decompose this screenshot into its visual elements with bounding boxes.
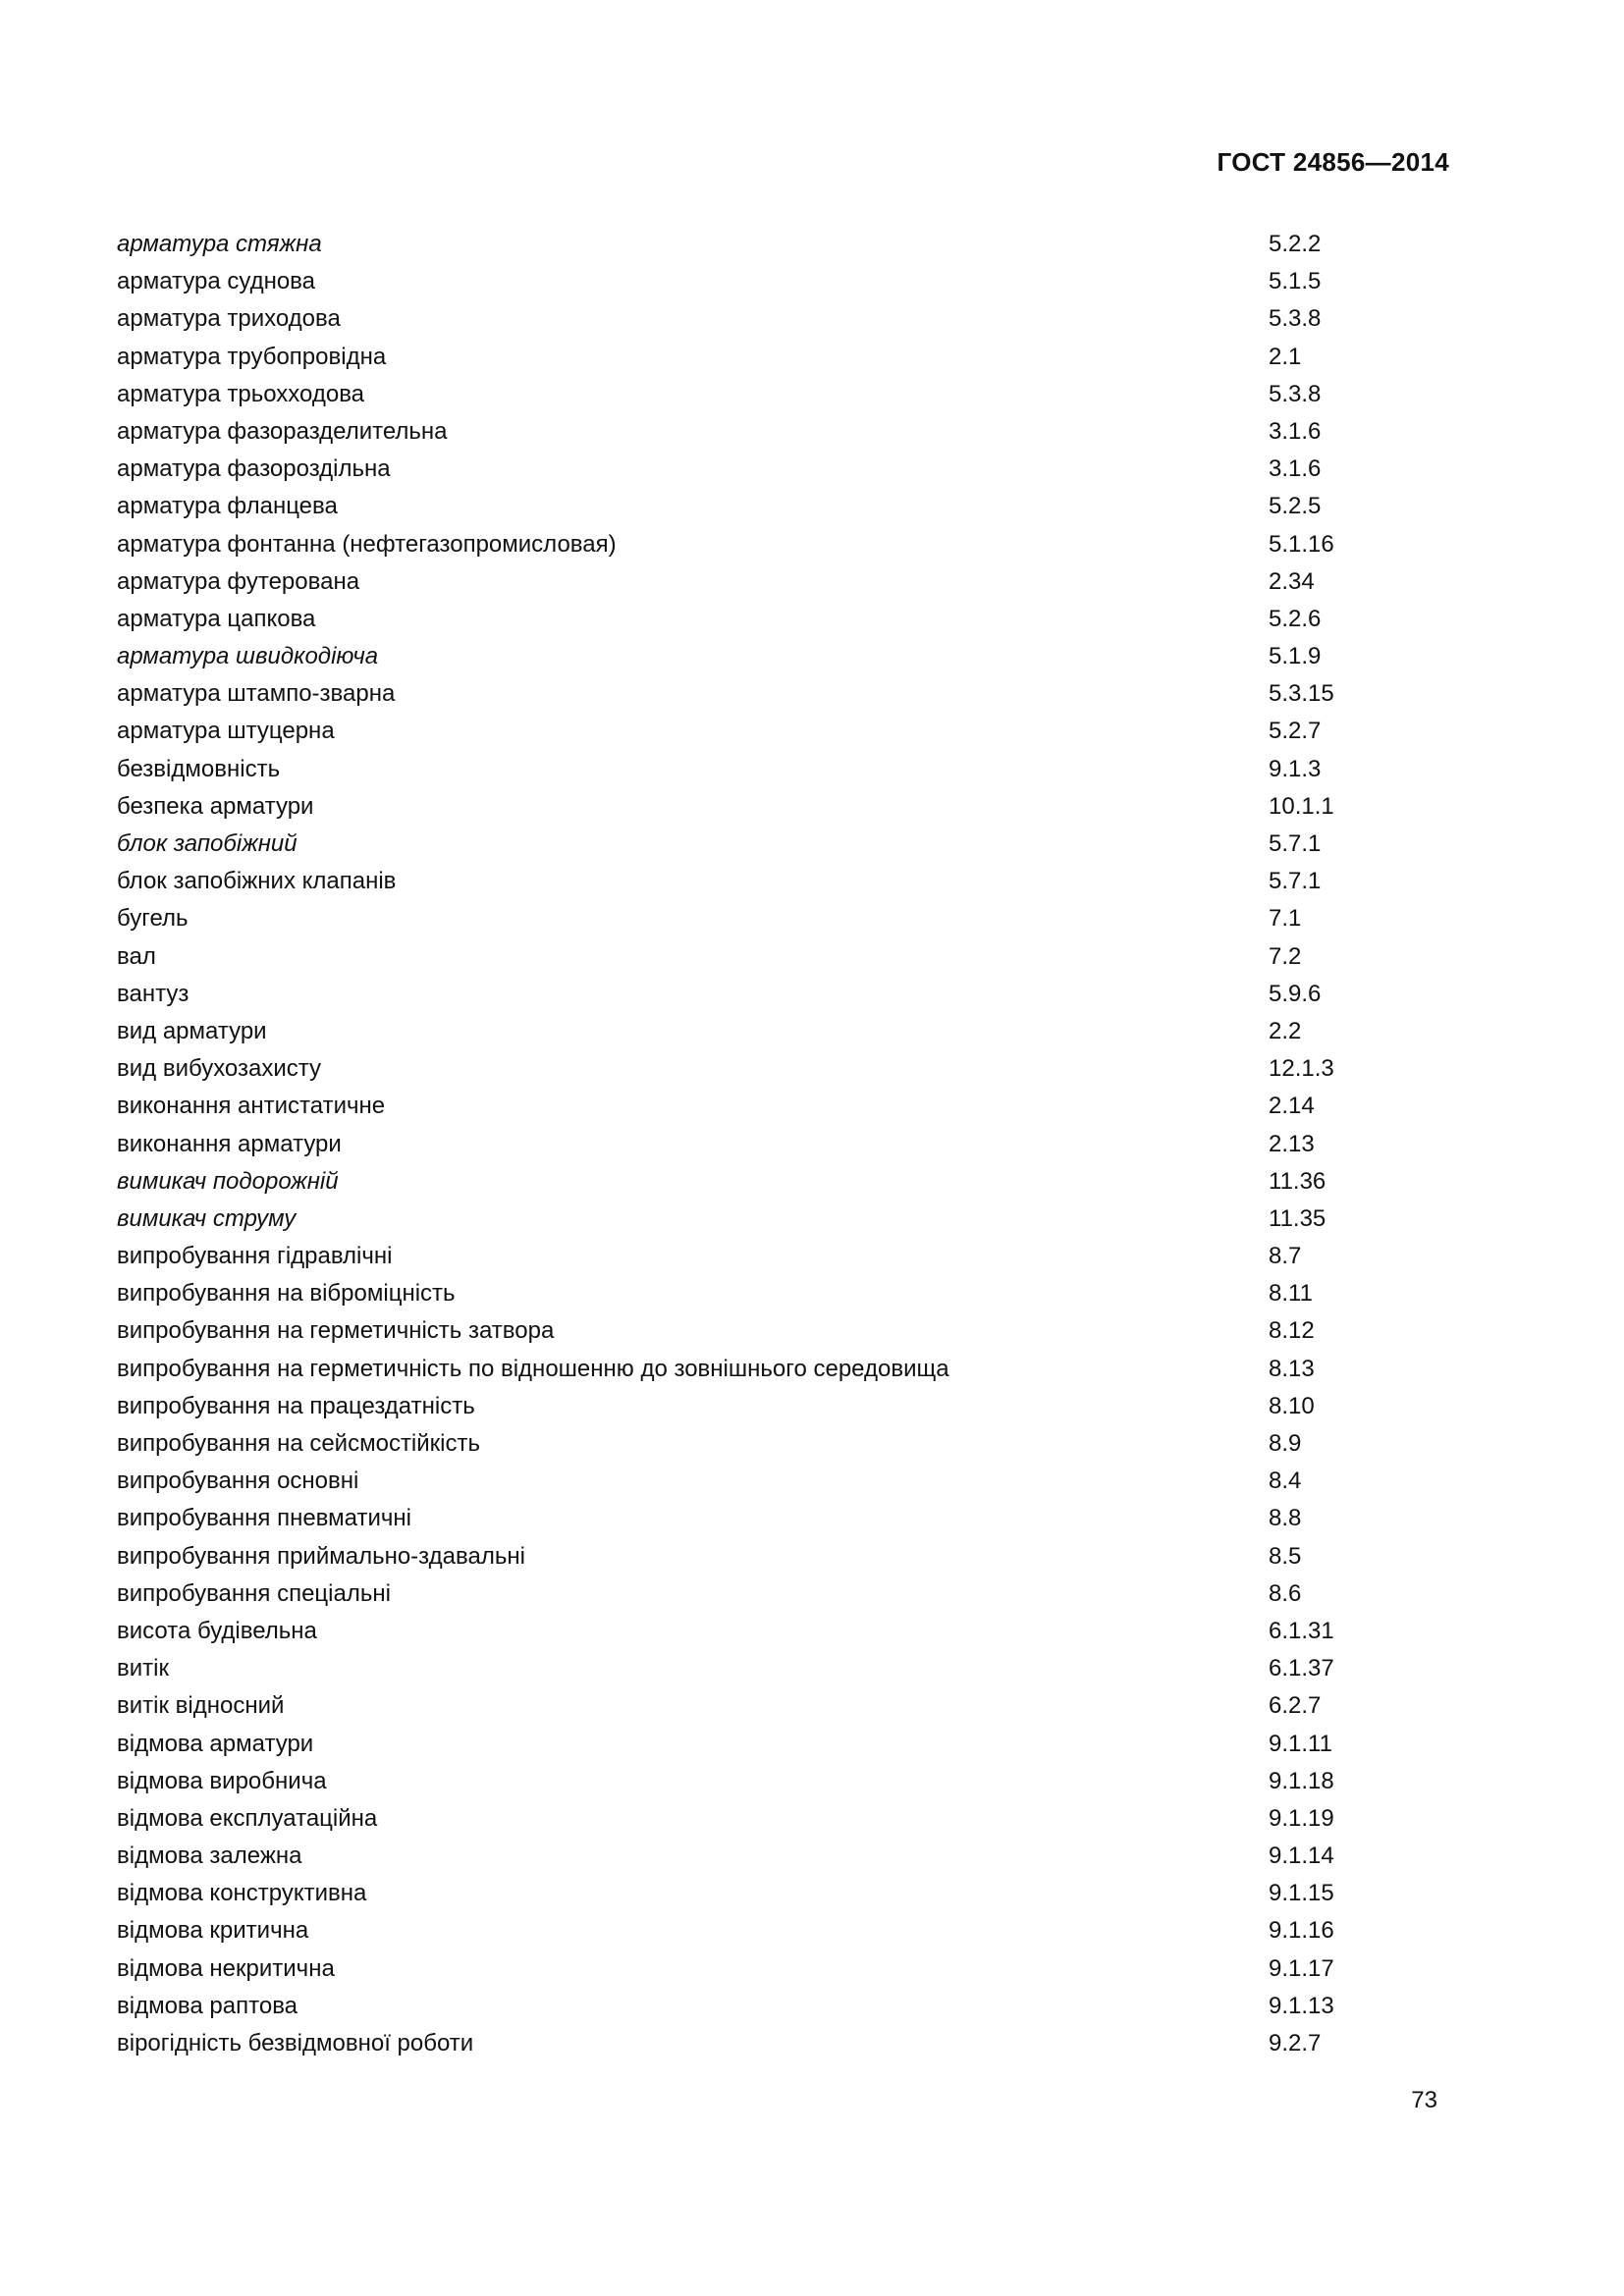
- index-entry: [117, 488, 1393, 525]
- index-entry: [117, 601, 1393, 638]
- index-entry: [117, 1763, 1393, 1800]
- index-entry: [117, 713, 1393, 750]
- index-term: випробування на працездатність: [117, 1392, 475, 1419]
- index-term: випробування на віброміцність: [117, 1280, 456, 1308]
- index-entry: [117, 1500, 1393, 1537]
- index-term: вимикач подорожній: [117, 1167, 339, 1195]
- index-entry: [117, 1912, 1393, 1949]
- index-entry: [117, 1050, 1393, 1088]
- index-entry: [117, 1875, 1393, 1912]
- index-entry: [117, 788, 1393, 826]
- index-term: вал: [117, 942, 156, 970]
- index-term: випробування спеціальні: [117, 1579, 391, 1607]
- index-term: відмова критична: [117, 1917, 309, 1945]
- index-reference: 8.13: [1269, 1355, 1315, 1382]
- index-term: арматура цапкова: [117, 605, 316, 632]
- standard-code: ГОСТ 24856—2014: [1217, 147, 1449, 177]
- index-term: відмова експлуатаційна: [117, 1804, 378, 1832]
- index-entry: [117, 1800, 1393, 1838]
- index-term: арматура фазороздільна: [117, 455, 391, 483]
- index-reference: 8.12: [1269, 1317, 1315, 1345]
- index-term: арматура штампо-зварна: [117, 680, 396, 708]
- index-entry: [117, 1613, 1393, 1650]
- index-term: висота будівельна: [117, 1617, 317, 1644]
- index-reference: 8.11: [1269, 1280, 1313, 1308]
- index-entry: [117, 1726, 1393, 1763]
- page-number: 73: [1411, 2087, 1437, 2113]
- index-entry: [117, 1351, 1393, 1388]
- index-term: блок запобіжних клапанів: [117, 868, 397, 895]
- index-reference: 9.1.15: [1269, 1880, 1334, 1907]
- index-reference: 5.1.16: [1269, 530, 1334, 558]
- index-reference: 2.2: [1269, 1017, 1302, 1044]
- index-reference: 3.1.6: [1269, 417, 1322, 445]
- index-entry: [117, 1312, 1393, 1350]
- index-term: арматура швидкодіюча: [117, 643, 379, 670]
- index-reference: 5.1.9: [1269, 643, 1322, 670]
- index-term: відмова арматури: [117, 1730, 314, 1757]
- index-term: витік: [117, 1655, 169, 1682]
- index-reference: 8.4: [1269, 1468, 1302, 1495]
- index-reference: 12.1.3: [1269, 1055, 1334, 1083]
- index-reference: 8.5: [1269, 1542, 1302, 1570]
- index-term: випробування на герметичність по відношенню до зовнішнього середовища: [117, 1355, 949, 1382]
- index-entry: [117, 938, 1393, 976]
- index-entry: [117, 1687, 1393, 1725]
- index-term: відмова залежна: [117, 1842, 302, 1870]
- index-reference: 5.7.1: [1269, 868, 1322, 895]
- index-reference: 5.3.15: [1269, 680, 1334, 708]
- index-reference: 8.10: [1269, 1392, 1315, 1419]
- index-term: арматура штуцерна: [117, 718, 335, 745]
- index-reference: 5.2.2: [1269, 231, 1322, 257]
- index-reference: 8.6: [1269, 1579, 1302, 1607]
- index-term: відмова виробнича: [117, 1767, 327, 1794]
- index-term: блок запобіжний: [117, 830, 298, 857]
- index-term: арматура фланцева: [117, 493, 338, 520]
- index-term: випробування основні: [117, 1468, 359, 1495]
- index-entry: [117, 826, 1393, 863]
- index-term: вид арматури: [117, 1017, 267, 1044]
- index-term: виконання антистатичне: [117, 1093, 386, 1120]
- index-entry: [117, 376, 1393, 413]
- index-entry: [117, 226, 1393, 263]
- index-entry: [117, 1650, 1393, 1687]
- index-reference: 7.1: [1269, 905, 1302, 933]
- index-reference: 9.1.14: [1269, 1842, 1334, 1870]
- index-term: арматура фазоразделительна: [117, 417, 448, 445]
- index-reference: 11.36: [1269, 1167, 1326, 1195]
- index-reference: 8.7: [1269, 1243, 1302, 1270]
- index-term: безпека арматури: [117, 792, 314, 820]
- index-term: арматура триходова: [117, 305, 341, 333]
- index-entry: [117, 900, 1393, 937]
- index-entry: [117, 1088, 1393, 1125]
- index-entry: [117, 1838, 1393, 1875]
- index-term: вантуз: [117, 980, 189, 1007]
- index-entry: [117, 1425, 1393, 1463]
- index-entry: [117, 263, 1393, 300]
- index-term: арматура трубопровідна: [117, 343, 387, 370]
- index-entry: [117, 751, 1393, 788]
- index-entry: [117, 1950, 1393, 1988]
- index-term: відмова раптова: [117, 1992, 298, 2019]
- index-reference: 5.3.8: [1269, 305, 1322, 333]
- index-term: арматура суднова: [117, 268, 316, 295]
- index-entry: [117, 563, 1393, 601]
- index-entry: [117, 863, 1393, 900]
- index-term: вимикач струму: [117, 1204, 297, 1232]
- index-entry: [117, 1988, 1393, 2025]
- index-list: [117, 226, 1393, 2062]
- index-reference: 9.1.3: [1269, 755, 1322, 782]
- index-term: безвідмовність: [117, 755, 281, 782]
- index-entry: [117, 675, 1393, 713]
- index-reference: 9.1.19: [1269, 1804, 1334, 1832]
- index-term: арматура футерована: [117, 567, 360, 595]
- index-term: бугель: [117, 905, 189, 933]
- index-term: арматура стяжна: [117, 231, 322, 257]
- index-entry: [117, 1538, 1393, 1575]
- index-reference: 9.1.16: [1269, 1917, 1334, 1945]
- index-reference: 9.1.11: [1269, 1730, 1332, 1757]
- index-entry: [117, 2025, 1393, 2062]
- index-entry: [117, 1388, 1393, 1425]
- index-reference: 2.13: [1269, 1130, 1315, 1157]
- index-term: випробування приймально-здавальні: [117, 1542, 525, 1570]
- index-term: вірогідність безвідмовної роботи: [117, 2030, 474, 2056]
- index-reference: 5.9.6: [1269, 980, 1322, 1007]
- index-entry: [117, 1013, 1393, 1050]
- index-term: арматура трьохходова: [117, 380, 365, 407]
- index-entry: [117, 413, 1393, 451]
- index-entry: [117, 526, 1393, 563]
- index-reference: 2.34: [1269, 567, 1315, 595]
- index-term: відмова некритична: [117, 1954, 335, 1982]
- index-reference: 6.1.37: [1269, 1655, 1334, 1682]
- index-entry: [117, 1238, 1393, 1275]
- index-reference: 2.14: [1269, 1093, 1315, 1120]
- index-entry: [117, 451, 1393, 488]
- index-reference: 8.9: [1269, 1430, 1302, 1457]
- index-entry: [117, 1275, 1393, 1312]
- index-term: випробування на сейсмостійкість: [117, 1430, 480, 1457]
- index-reference: 3.1.6: [1269, 455, 1322, 483]
- index-reference: 9.1.17: [1269, 1954, 1334, 1982]
- index-reference: 5.2.6: [1269, 605, 1322, 632]
- index-reference: 7.2: [1269, 942, 1302, 970]
- index-entry: [117, 1201, 1393, 1238]
- index-reference: 11.35: [1269, 1204, 1326, 1232]
- index-reference: 5.2.5: [1269, 493, 1322, 520]
- index-term: витік відносний: [117, 1692, 285, 1720]
- index-reference: 5.7.1: [1269, 830, 1322, 857]
- index-reference: 6.2.7: [1269, 1692, 1322, 1720]
- index-entry: [117, 300, 1393, 338]
- index-entry: [117, 1126, 1393, 1163]
- index-reference: 9.2.7: [1269, 2030, 1322, 2056]
- index-entry: [117, 638, 1393, 675]
- index-term: відмова конструктивна: [117, 1880, 367, 1907]
- index-term: випробування пневматичні: [117, 1505, 411, 1532]
- index-reference: 5.1.5: [1269, 268, 1322, 295]
- index-reference: 10.1.1: [1269, 792, 1334, 820]
- index-term: вид вибухозахисту: [117, 1055, 322, 1083]
- index-reference: 8.8: [1269, 1505, 1302, 1532]
- index-reference: 9.1.18: [1269, 1767, 1334, 1794]
- index-entry: [117, 339, 1393, 376]
- index-entry: [117, 1463, 1393, 1500]
- index-term: випробування гідравлічні: [117, 1243, 393, 1270]
- index-entry: [117, 976, 1393, 1013]
- index-term: виконання арматури: [117, 1130, 342, 1157]
- index-reference: 9.1.13: [1269, 1992, 1334, 2019]
- index-term: арматура фонтанна (нефтегазопромисловая): [117, 530, 617, 558]
- index-term: випробування на герметичність затвора: [117, 1317, 555, 1345]
- index-reference: 6.1.31: [1269, 1617, 1334, 1644]
- index-reference: 2.1: [1269, 343, 1302, 370]
- index-entry: [117, 1575, 1393, 1613]
- index-reference: 5.3.8: [1269, 380, 1322, 407]
- index-entry: [117, 1163, 1393, 1201]
- index-reference: 5.2.7: [1269, 718, 1322, 745]
